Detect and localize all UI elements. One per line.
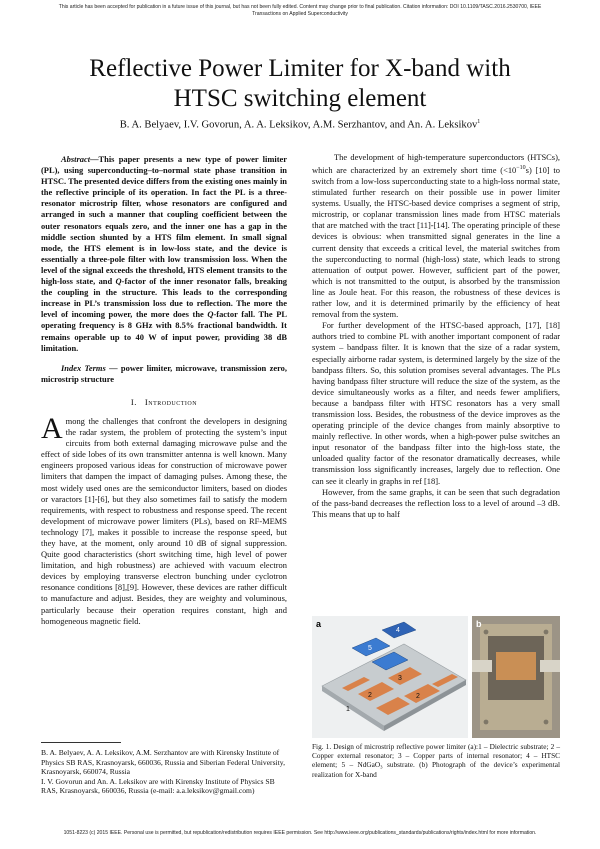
figure-callout-1: 1: [346, 706, 350, 713]
housing-screw: [544, 630, 549, 635]
index-terms: Index Terms — power limiter, microwave, transmission zero, microstrip structure: [41, 362, 287, 384]
figure-callout-2: 2: [416, 693, 420, 700]
notice-line-2: Transactions on Applied Superconductivity: [252, 11, 348, 18]
paragraph-text: However, from the same graphs, it can be seen that such degradation of the pass-band decreases the reflection loss to a level of around –3 dB. This means that up to half: [312, 486, 560, 519]
figure-callout-4: 4: [396, 627, 400, 634]
footnote-rule: [41, 742, 121, 743]
abstract-label: Abstract: [61, 154, 91, 164]
housing-screw: [484, 630, 489, 635]
figure-label-a: a: [316, 619, 322, 629]
section-heading-introduction: [41, 397, 287, 408]
q-factor-symbol: Q: [207, 309, 214, 320]
housing-screw: [484, 720, 489, 725]
exponent: −10: [516, 165, 526, 172]
paper-title: [40, 54, 560, 114]
paragraph-htsc-development: [312, 152, 560, 320]
index-terms-label: Index Terms: [61, 362, 106, 373]
intro-text: mong the challenges that confront the developers in designing the radar system, the problem of protecting the system’s input circuits from both external damaging microwave pulse and the effect of side lobes of its own transmitter antenna is well known. Many engineers proposed various ideas for construction of microwave power limiters that dampen the impact of damaging pulses. Among these, the most widely used ones are the semiconductor limiters, based on diodes or varactors [1]-[6], but they also sometimes fail to satisfy the modern requirements, with respect to robustness and response speed. The recent development of microwave power limiters (PLs), based on RF-MEMS technology [7], makes it possible to increase the response speed, but they have, at the moment, only around 10 dB of signal suppression. Quite good characteristics (short switching time, high level of power limitation, and high robustness) are achieved with vacuum electron devices by employing transverse electron bunching under cyclotron resonance conditions [8],[9]. However, these devices are rather difficult to manufacture and adjust. Besides, they are weighty and voluminous, particularly because their operation requires constant, high and homogeneous magnetic field.: [41, 415, 287, 626]
figure-label-b: b: [476, 619, 482, 629]
abstract-text-b: -factor of the inner resonator falls, breaking the coupling in the structure. This leads to the corresponding increase in PL’s transmission loss due to reflection. The more the level of incoming power, the more does the: [41, 276, 288, 320]
abstract: Abstract—This paper presents a new type of power limiter (PL), using superconducting–to–normal state phase transition in HTSC. The presented device differs from the existing ones mainly in the reflective principle of its operation. In fact the PL is a three-resonator microstrip filter, whose resonators are configured and arranged in such a manner that coupling coefficient between the outer resonators equals zero, and the inner one has a gap in the middle section shunted by a HTS film element. In small signal mode, the HTS element is in low-loss state, and the device is essentially a three-pole filter with low transmission loss. When the level of the signal exceeds the threshold, HTS element transits to the high-loss state, and Q-factor of the inner resonator falls, breaking the coupling in the structure. This leads to the corresponding increase in PL’s transmission loss due to reflection. The more the level of incoming power, the more does the Q-factor fall. The PL operating frequency is 8 GHz with 8.5% fractional bandwidth. It remains operable up to 40 W of input power, providing 38 dB limitation.: [41, 154, 288, 353]
index-terms-text: power limiter, microwave, transmission zero, microstrip structure: [41, 362, 287, 384]
author-superscript: 1: [477, 119, 481, 125]
section-numeral: I.: [130, 396, 137, 407]
author-list: [40, 119, 560, 131]
footnote-affiliation-2: I. V. Govorun and An. A. Leksikov are with Kirensky Institute of Physics SB RAS, Krasnoyarsk, 660036, Russia (e-mail: a.a.leksikov@gmail.com): [41, 776, 275, 796]
coaxial-connector: [472, 660, 492, 672]
device-circuit: [496, 652, 536, 680]
figure-callout-2: 2: [368, 692, 372, 699]
author-names: B. A. Belyaev, I.V. Govorun, A. A. Leksikov, A.M. Serzhantov, and An. A. Leksikov: [119, 119, 478, 131]
accepted-article-notice: [14, 4, 586, 18]
title-line-1: Reflective Power Limiter for X-band with: [89, 55, 511, 82]
drop-cap: A: [41, 411, 63, 445]
footnote-affiliation-1: B. A. Belyaev, A. A. Leksikov, A.M. Serzhantov are with Kirensky Institute of Physics SB RAS, Krasnoyarsk, 660036, Russia and Siberian Federal University, Krasnoyarsk, 660074, Russia: [41, 748, 285, 777]
housing-screw: [544, 720, 549, 725]
figure-1: [312, 616, 560, 738]
figure-callout-3: 3: [398, 675, 402, 682]
notice-line-1: This article has been accepted for publication in a future issue of this journal, but has not been fully edited. Content may change prior to final publication. Citation information: DOI 10.1109/TASC.2016.2530700, IEEE: [58, 4, 542, 10]
q-factor-symbol: Q: [115, 276, 122, 287]
section-title: Introduction: [144, 396, 198, 407]
figure-callout-5: 5: [368, 645, 372, 652]
abstract-text-a: This paper presents a new type of power limiter (PL), using superconducting–to–normal state phase transition in HTSC. The presented device differs from the existing ones mainly in the reflective principle of its operation. In fact the PL is a three-resonator microstrip filter, whose resonators are configured and arranged in such a manner that coupling coefficient between the outer resonators equals zero, and the inner one has a gap in the middle section shunted by a HTS film element. In small signal mode, the HTS element is in low-loss state, and the device is essentially a three-pole filter with low transmission loss. When the level of the signal exceeds the threshold, HTS element transits to the high-loss state, and: [41, 154, 287, 287]
intro-paragraph: [41, 411, 287, 627]
paragraph-text: The development of high-temperature superconductors (HTSCs), which are characterized by an extremely short time (<10: [312, 152, 560, 175]
paragraph-text: For further development of the HTSC-based approach, [17], [18] authors tried to combine PL with another important component of radar system – bandpass filter. It is known that the size of a radar system, especially airborne radar system, is determined largely by the size of the bandpass filters. So, this solution promises several advantages. The PLs having bandpass filter structure will reduce the size of the system, as the device simultaneously works as a filter, and needs fewer amplifiers, because a bandpass filter with HTSC resonators has a very small transmission loss. Besides, the robustness of the device improves as the operating principle of the device changes from mainly absorptive to mainly reflective. In other words, when a high-power pulse switches an input resonator of the bandpass filter into the high-loss state, the unloaded quality factor of the resonator dramatically decreases, while transmission loss significantly increases, largely due to reflection. One can see it clearly in graphs in ref [18].: [312, 320, 560, 486]
copyright-footer: 1051-8223 (c) 2015 IEEE. Personal use is permitted, but republication/redistribution requires IEEE permission. See http://www.ieee.org/publications_standards/publications/rights/index.html for more information.: [63, 830, 537, 836]
title-line-2: HTSC switching element: [173, 85, 427, 112]
abstract-text-c: -factor fall. The PL operating frequency is 8 GHz with 8.5% fractional bandwidth. It remains operable up to 40 W of input power, providing 38 dB limitation.: [41, 309, 287, 353]
paragraph-text: s) [10] to switch from a low-loss superconducting state to a high-loss normal state, stimulated further research on their possible use in power limiter systems. Usually, the HTSC-based device comprises a segment of strip, microstrip, or coplanar transmission lines made from HTSC materials that are matched with the tract [11]-[14]. The operating principle of these devices is obvious: when transmitted signal generates in the line a current density that exceeds a critical level, the material switches from the superconducting to normal (high-loss) state, which leads to strong attenuation of output power. However, sufficient part of the power, which is not transmitted to the output, is absorbed by the transmission line as Joule heat. For this reason, the robustness of these devices is rather low, and it is determined primarily by the efficiency of heat removal from the system.: [312, 164, 560, 320]
paragraph-reflection-loss: [312, 487, 560, 520]
right-column: [312, 152, 560, 520]
footnote: [41, 742, 287, 796]
coaxial-connector: [540, 660, 560, 672]
figure-1-caption: Fig. 1. Design of microstrip reflective power limiter (a):1 – Dielectric substrate; 2 – Copper external resonator; 3 – Copper parts of internal resonator; 4 – HTSC element; 5 – NdGaO₃ substrate. (b) Photograph of the device’s experimental realization for X-band: [312, 742, 560, 779]
left-column: [41, 152, 287, 627]
paragraph-bandpass-filter: [312, 320, 560, 486]
